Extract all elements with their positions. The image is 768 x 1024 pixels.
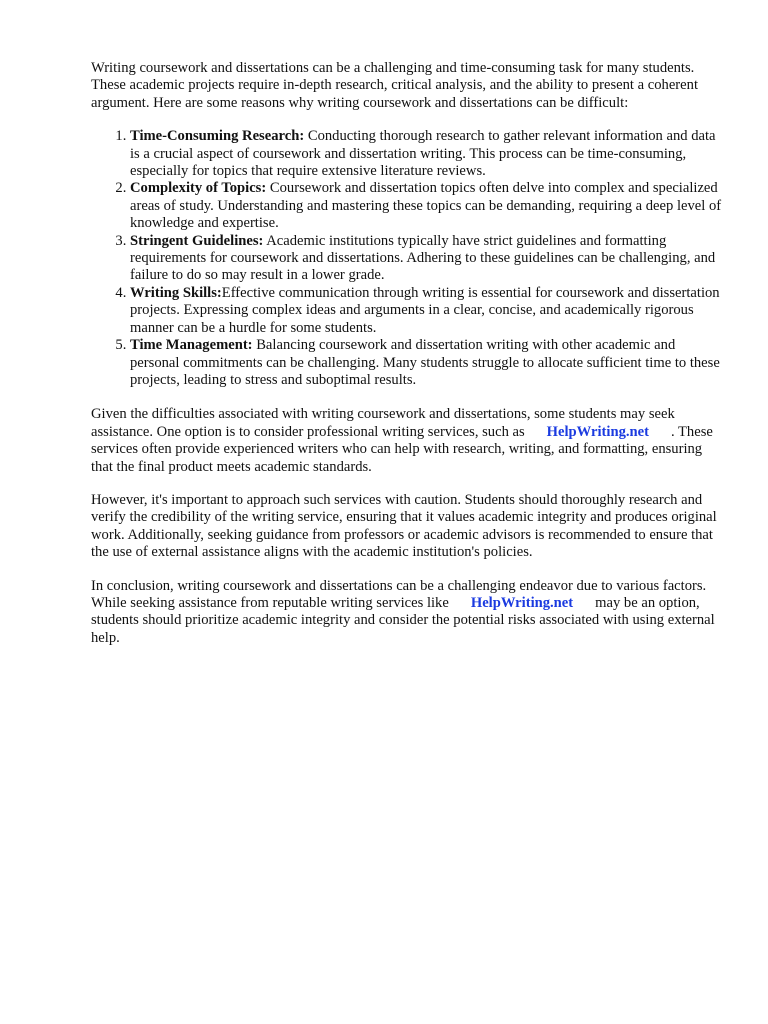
conclusion-text-before: In conclusion, writing coursework and dissertations can be a challenging endeavor due to various factors. While seeking assistance from reputable writing services like [91, 577, 707, 611]
helpwriting-link[interactable]: HelpWriting.net [470, 594, 574, 611]
assistance-paragraph [91, 406, 723, 476]
reason-text: Conducting thorough research to gather relevant information and data is a crucial aspect of coursework and dissertation writing. This process can be time-consuming, especially for topics that require extensive literature reviews. [130, 128, 716, 180]
reason-item [130, 285, 723, 337]
intro-paragraph: Writing coursework and dissertations can be a challenging and time-consuming task for many students. These academic projects require in-depth research, critical analysis, and the ability to present a coherent argument. Here are some reasons why writing coursework and dissertations can be difficult: [91, 60, 698, 111]
reason-term: Stringent Guidelines: [130, 232, 264, 249]
helpwriting-link[interactable]: HelpWriting.net [546, 423, 649, 440]
reason-text: Academic institutions typically have strict guidelines and formatting requirements for coursework and dissertations. Adhering to these guidelines can be challenging, and failure to do so may result in a lower grade. [130, 232, 716, 284]
conclusion-text-after: may be an option, students should prioritize academic integrity and consider the potential risks associated with using external help. [91, 594, 715, 646]
reason-term: Writing Skills: [130, 284, 222, 301]
document-page [91, 60, 723, 663]
reason-item [130, 128, 723, 180]
reasons-list [91, 128, 723, 389]
reason-text: Effective communication through writing is essential for coursework and dissertation projects. Expressing complex ideas and arguments in a clear, concise, and academically rigorous manner can be a hurdle for some students. [130, 284, 720, 336]
reason-item [130, 337, 723, 389]
conclusion-paragraph [91, 578, 723, 648]
reason-text: Balancing coursework and dissertation writing with other academic and personal commitments can be challenging. Many students struggle to allocate sufficient time to these projects, leading to stress and suboptimal results. [130, 337, 720, 388]
reason-item [130, 233, 723, 285]
reason-term: Time Management: [130, 337, 253, 354]
reason-term: Complexity of Topics: [130, 180, 267, 197]
reason-item [130, 180, 723, 232]
assistance-text-before: Given the difficulties associated with writing coursework and dissertations, some students may seek assistance. One option is to consider professional writing services, such as [91, 406, 675, 440]
reason-text: Coursework and dissertation topics often delve into complex and specialized areas of study. Understanding and mastering these topics can be demanding, requiring a deep level of knowledge and expertise. [130, 180, 722, 232]
assistance-text-after: . These services often provide experienced writers who can help with research, writing, and formatting, ensuring that the final product meets academic standards. [91, 423, 713, 475]
reason-term: Time-Consuming Research: [130, 128, 305, 145]
caution-paragraph: However, it's important to approach such services with caution. Students should thoroughly research and verify the credibility of the writing service, ensuring that it values academic integrity and produces original work. Additionally, seeking guidance from professors or academic advisors is recommended to ensure that the use of external assistance aligns with the academic institution's policies. [91, 491, 717, 561]
